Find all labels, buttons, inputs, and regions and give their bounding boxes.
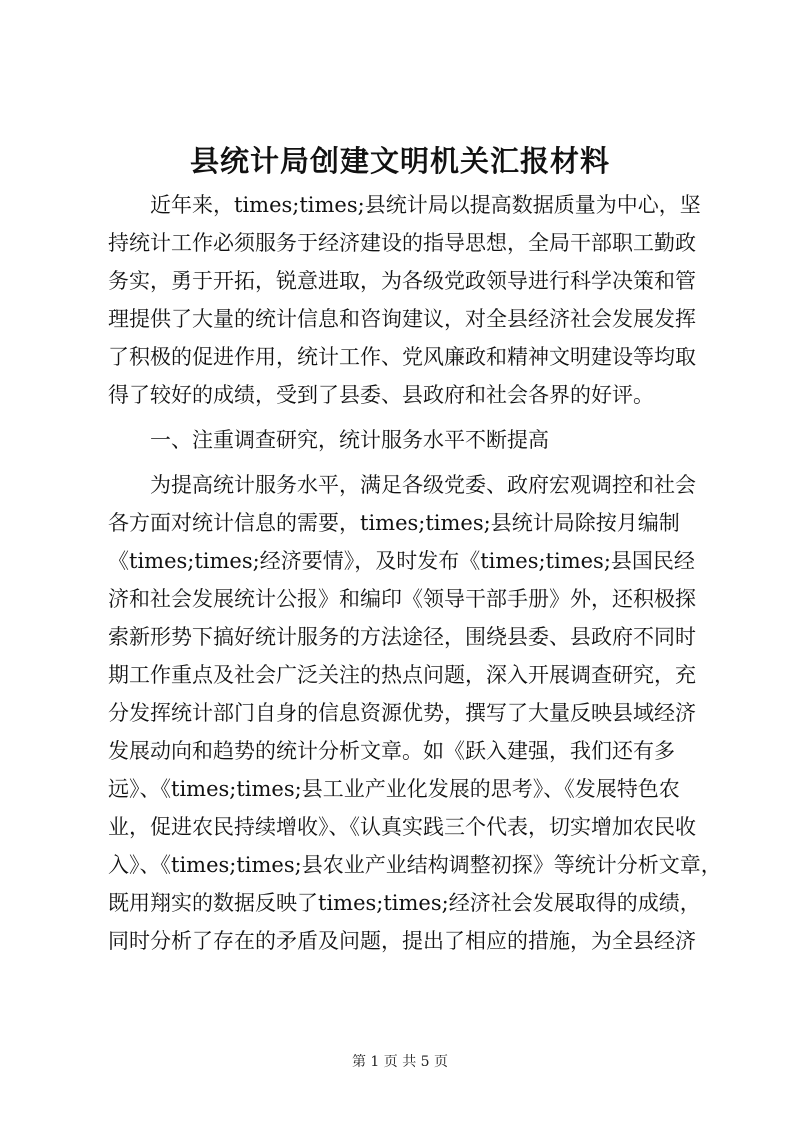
body-line: 持统计工作必须服务于经济建设的指导思想，全局干部职工勤政	[108, 231, 696, 255]
body-line: 务实，勇于开拓，锐意进取，为各级党政领导进行科学决策和管	[108, 269, 696, 293]
body-line: 《times;times;经济要情》，及时发布《times;times;县国民经	[108, 549, 695, 573]
body-line: 业，促进农民持续增收》、《认真实践三个代表，切实增加农民收	[108, 815, 696, 839]
document-title: 县统计局创建文明机关汇报材料	[189, 144, 610, 178]
page-number: 第 1 页 共 5 页	[351, 1054, 449, 1070]
body-line: 理提供了大量的统计信息和咨询建议，对全县经济社会发展发挥	[108, 307, 696, 331]
body-line: 索新形势下搞好统计服务的方法途径，围绕县委、县政府不同时	[108, 625, 696, 649]
body-line: 了积极的促进作用，统计工作、党风廉政和精神文明建设等均取	[108, 345, 696, 369]
body-line: 同时分析了存在的矛盾及问题，提出了相应的措施，为全县经济	[108, 929, 696, 953]
body-line: 为提高统计服务水平，满足各级党委、政府宏观调控和社会	[108, 473, 696, 497]
section-heading: 一、注重调查研究，统计服务水平不断提高	[108, 428, 549, 452]
body-line: 近年来，times;times;县统计局以提高数据质量为中心，坚	[108, 193, 701, 217]
body-line: 入》、《times;times;县农业产业结构调整初探》等统计分析文章，	[108, 853, 722, 877]
body-line: 得了较好的成绩，受到了县委、县政府和社会各界的好评。	[108, 383, 654, 407]
body-line: 期工作重点及社会广泛关注的热点问题，深入开展调查研究，充	[108, 663, 696, 687]
body-line: 远》、《times;times;县工业产业化发展的思考》、《发展特色农	[108, 777, 680, 801]
body-line: 分发挥统计部门自身的信息资源优势，撰写了大量反映县域经济	[108, 701, 696, 725]
body-line: 发展动向和趋势的统计分析文章。如《跃入建强，我们还有多	[108, 739, 675, 763]
body-line: 各方面对统计信息的需要，times;times;县统计局除按月编制	[108, 511, 680, 535]
body-line: 济和社会发展统计公报》和编印《领导干部手册》外，还积极探	[108, 587, 696, 611]
body-line: 既用翔实的数据反映了times;times;经济社会发展取得的成绩，	[108, 891, 701, 915]
